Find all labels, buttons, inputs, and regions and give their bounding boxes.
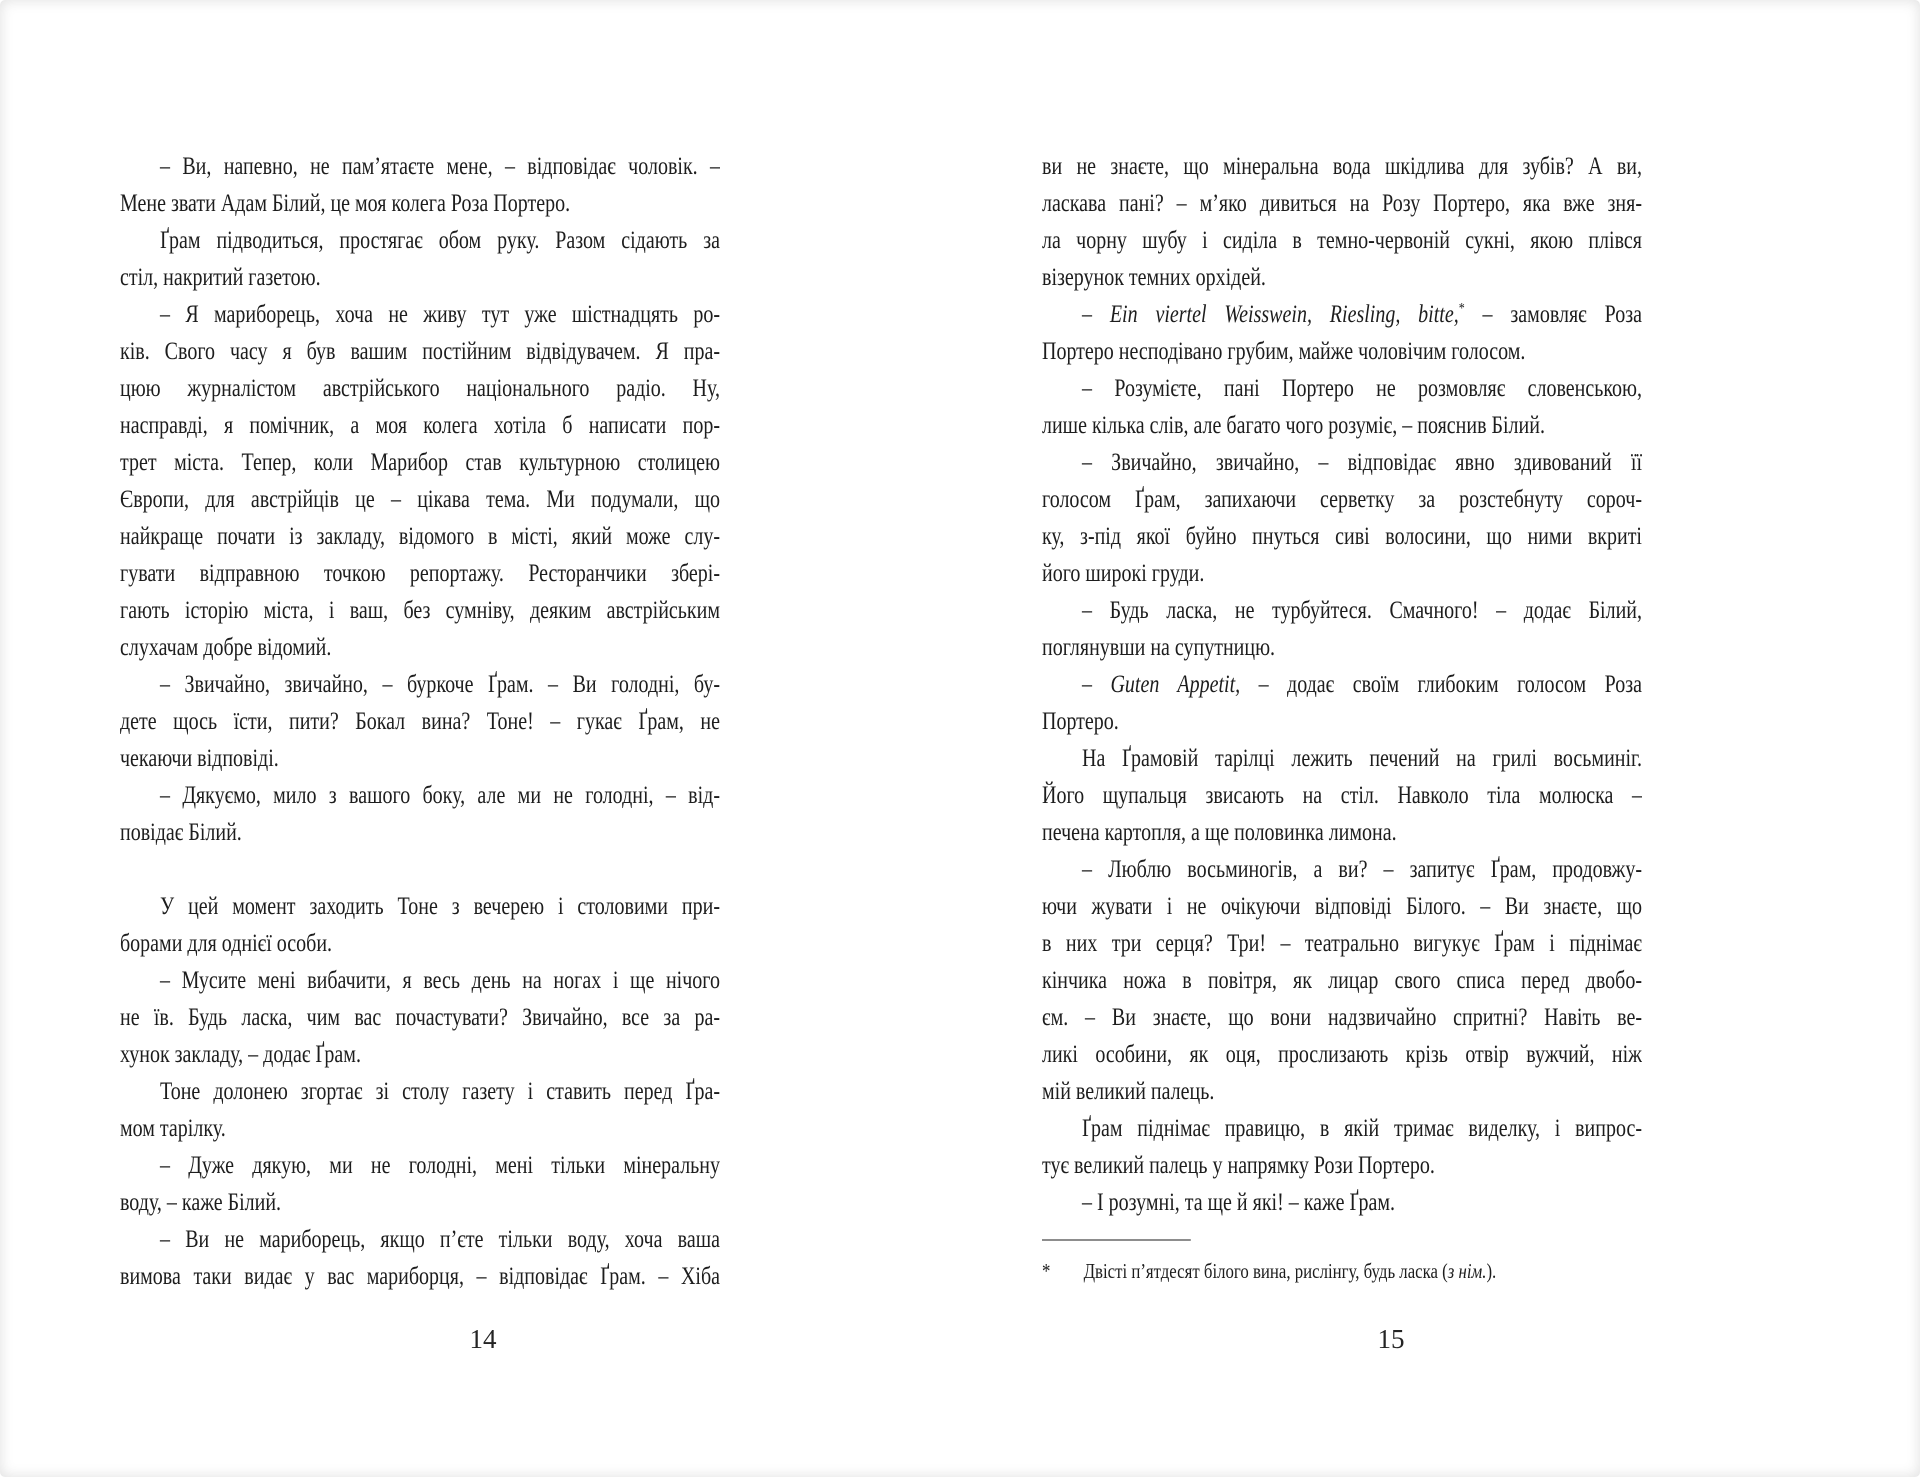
text-line: – Ви, напевно, не пам’ятаєте мене, – відповідає чоловік. – (160, 153, 720, 180)
text-line: насправді, я помічник, а моя колега хотіла б написати пор- (120, 412, 720, 439)
text-line: гають історію міста, і ваш, без сумніву, деяким австрійським (120, 597, 720, 624)
text-segment: – (1082, 301, 1110, 328)
text-line: гувати відправною точкою репортажу. Ресторанчики збері- (120, 560, 720, 587)
paragraph (1042, 1110, 1642, 1184)
page-right-text (1042, 148, 1642, 1221)
text-segment: ). (1486, 1259, 1497, 1283)
text-line: ласкава пані? – м’яко дивиться на Розу Портеро, яка вже зня- (1042, 190, 1642, 217)
paragraph (1042, 851, 1642, 1110)
paragraph (1042, 148, 1642, 296)
text-line: Тоне долонею згортає зі столу газету і ставить перед Ґра- (160, 1078, 720, 1105)
text-line: Мене звати Адам Білий, це моя колега Роза Портеро. (120, 190, 571, 217)
text-line: повідає Білий. (120, 819, 242, 846)
paragraph (120, 1147, 720, 1221)
text-line: слухачам добре відомий. (120, 634, 332, 661)
text-line: Європи, для австрійців це – цікава тема. Ми подумали, що (120, 486, 720, 513)
text-line: воду, – каже Білий. (120, 1189, 282, 1216)
text-line: єм. – Ви знаєте, що вони надзвичайно спритні? Навіть ве- (1042, 1004, 1642, 1031)
text-line: лише кілька слів, але багато чого розуміє, – пояснив Білий. (1042, 412, 1545, 439)
text-line: – Будь ласка, не турбуйтеся. Смачного! – додає Білий, (1082, 597, 1642, 624)
text-line: хунок закладу, – додає Ґрам. (120, 1041, 361, 1068)
page-right-text-scale (1042, 148, 1642, 1286)
footnote-rule (1042, 1239, 1191, 1241)
text-line: ку, з-під якої буйно пнуться сиві волосини, що ними вкриті (1042, 523, 1642, 550)
text-segment: – додає своїм глибоким голосом Роза (1240, 671, 1642, 698)
text-line: стіл, накритий газетою. (120, 264, 321, 291)
text-line: – Розумієте, пані Портеро не розмовляє словенською, (1082, 375, 1642, 402)
text-line (1042, 666, 1642, 703)
page-left-text-scale (120, 148, 720, 1295)
page-right (1042, 148, 1792, 1286)
paragraph (120, 222, 720, 296)
paragraph (120, 666, 720, 777)
text-line: мом тарілку. (120, 1115, 226, 1142)
text-line: найкраще почати із закладу, відомого в місті, який може слу- (120, 523, 720, 550)
page-left-text (120, 148, 720, 1295)
paragraph (120, 1221, 720, 1295)
paragraph (120, 888, 720, 962)
text-line: Портеро. (1042, 708, 1119, 735)
page-left (120, 148, 870, 1295)
text-segment: Двісті п’ятдесят білого вина, рислінгу, будь ласка ( (1083, 1259, 1448, 1283)
text-line: чекаючи відповіді. (120, 745, 279, 772)
paragraph (120, 148, 720, 222)
text-line: – Звичайно, звичайно, – буркоче Ґрам. – Ви голодні, бу- (160, 671, 720, 698)
text-line: дете щось їсти, пити? Бокал вина? Тоне! – гукає Ґрам, не (120, 708, 720, 735)
paragraph (1042, 666, 1642, 740)
text-line: Портеро несподівано грубим, майже чоловічим голосом. (1042, 338, 1526, 365)
text-line: ликі особини, як оця, прослизають крізь отвір вужчий, ніж (1042, 1041, 1642, 1068)
paragraph (1042, 592, 1642, 666)
page-number-right: 15 (1377, 1324, 1405, 1354)
text-line: – Звичайно, звичайно, – відповідає явно здивований її (1082, 449, 1642, 476)
text-segment: – (1082, 671, 1111, 698)
italic-phrase: Ein viertel Weisswein, Riesling, bitte, (1109, 301, 1459, 328)
footnote-text (1084, 1257, 1642, 1286)
text-line: кінчика ножа в повітря, як лицар свого списа перед двобо- (1042, 967, 1642, 994)
text-line: голосом Ґрам, запихаючи серветку за розстебнуту сороч- (1042, 486, 1642, 513)
text-line: Ґрам піднімає правицю, в якій тримає виделку, і випрос- (1082, 1115, 1642, 1142)
text-line: в них три серця? Три! – театрально вигукує Ґрам і піднімає (1042, 930, 1642, 957)
text-line: На Ґрамовій тарілці лежить печений на грилі восьминіг. (1082, 745, 1642, 772)
text-line: поглянувши на супутницю. (1042, 634, 1276, 661)
text-line: не їв. Будь ласка, чим вас почастувати? Звичайно, все за ра- (120, 1004, 720, 1031)
footnote-reference-asterisk: * (1458, 300, 1465, 317)
paragraph (1042, 444, 1642, 592)
footnote-row (1042, 1257, 1642, 1286)
page-number-left: 14 (469, 1324, 497, 1354)
text-line: цюю журналістом австрійського національного радіо. Ну, (120, 375, 720, 402)
text-line: його широкі груди. (1042, 560, 1205, 587)
paragraph (120, 296, 720, 666)
paragraph (120, 1073, 720, 1147)
text-line: ви не знаєте, що мінеральна вода шкідлива для зубів? А ви, (1042, 153, 1642, 180)
paragraph (1042, 740, 1642, 851)
text-line: ючи жувати і не очікуючи відповіді Білого. – Ви знаєте, що (1042, 893, 1642, 920)
paragraph (120, 962, 720, 1073)
text-line: – І розумні, та ще й які! – каже Ґрам. (1082, 1189, 1396, 1216)
text-line: ла чорну шубу і сиділа в темно-червоній сукні, якою плівся (1042, 227, 1642, 254)
italic-phrase: з нім. (1447, 1259, 1487, 1283)
text-line: У цей момент заходить Тоне з вечерею і столовими при- (160, 893, 720, 920)
footnote-marker: * (1042, 1259, 1051, 1283)
paragraph (1042, 370, 1642, 444)
text-line: – Я мариборець, хоча не живу тут уже шістнадцять ро- (160, 301, 720, 328)
text-line: трет міста. Тепер, коли Марибор став культурною столицею (120, 449, 720, 476)
text-line: – Дякуємо, мило з вашого боку, але ми не голодні, – від- (160, 782, 720, 809)
text-line: – Люблю восьминогів, а ви? – запитує Ґрам, продовжу- (1082, 856, 1642, 883)
paragraph (1042, 296, 1642, 370)
paragraph (1042, 1184, 1642, 1221)
text-line: візерунок темних орхідей. (1042, 264, 1266, 291)
paragraph (120, 777, 720, 851)
text-line (1042, 296, 1642, 333)
text-line: Його щупальця звисають на стіл. Навколо тіла молюска – (1042, 782, 1642, 809)
text-line: мій великий палець. (1042, 1078, 1215, 1105)
footnote (1042, 1239, 1642, 1286)
text-line: Ґрам підводиться, простягає обом руку. Разом сідають за (160, 227, 720, 254)
text-line: тує великий палець у напрямку Рози Портеро. (1042, 1152, 1435, 1179)
text-line: ків. Свого часу я був вашим постійним відвідувачем. Я пра- (120, 338, 720, 365)
text-line: – Мусите мені вибачити, я весь день на ногах і ще нічого (160, 967, 720, 994)
text-line: – Дуже дякую, ми не голодні, мені тільки мінеральну (160, 1152, 720, 1179)
text-line: – Ви не мариборець, якщо п’єте тільки воду, хоча ваша (160, 1226, 720, 1253)
text-line: вимова таки видає у вас мариборця, – відповідає Ґрам. – Хіба (120, 1263, 720, 1290)
text-line: печена картопля, а ще половинка лимона. (1042, 819, 1397, 846)
text-segment: – замовляє Роза (1464, 301, 1642, 328)
text-line: борами для однієї особи. (120, 930, 333, 957)
italic-phrase: Guten Appetit, (1110, 671, 1241, 698)
